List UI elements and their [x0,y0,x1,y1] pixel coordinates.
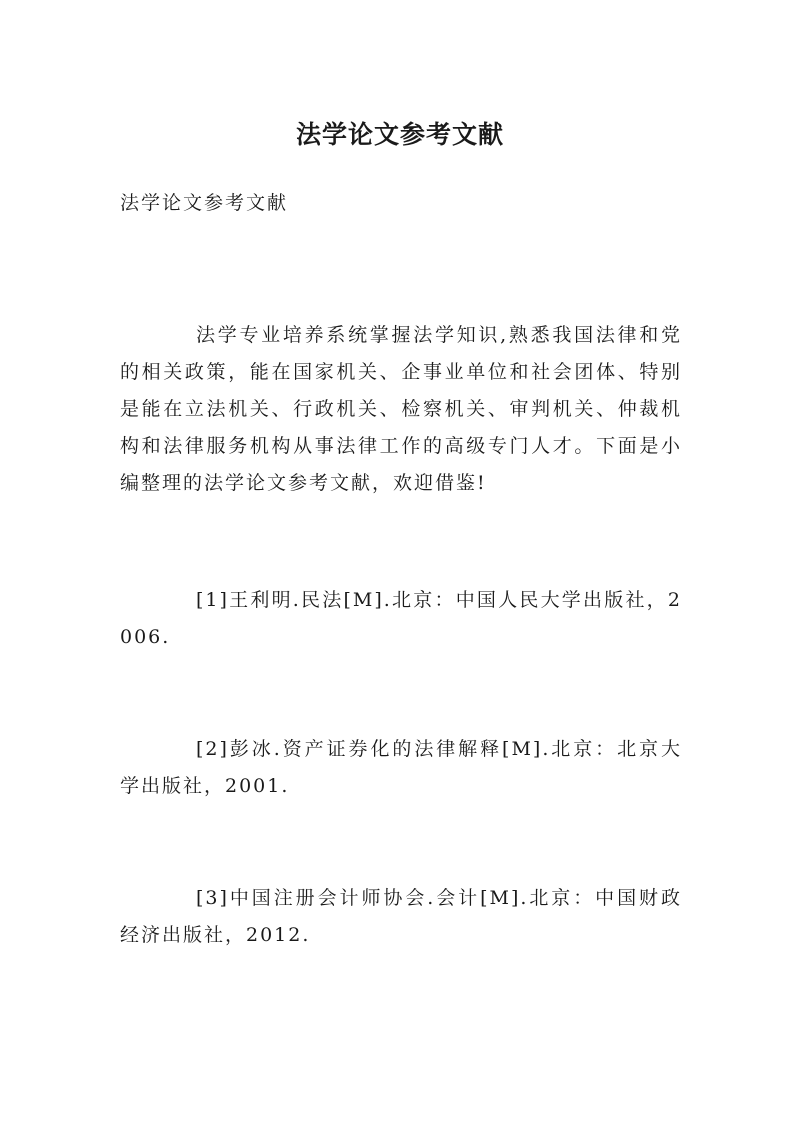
reference-item-1: [1]王利明.民法[M].北京：中国人民大学出版社，2006. [120,589,682,648]
reference-item-3: [3]中国注册会计师协会.会计[M].北京：中国财政经济出版社，2012. [120,887,682,946]
document-title: 法学论文参考文献 [295,119,504,149]
document-subtitle: 法学论文参考文献 [120,192,289,214]
intro-paragraph: 法学专业培养系统掌握法学知识,熟悉我国法律和党的相关政策，能在国家机关、企事业单位和社会团体、特别是能在立法机关、行政机关、检察机关、审判机关、仲裁机构和法律服务机构从事法律工作的高级专门人才。下面是小编整理的法学论文参考文献，欢迎借鉴! [120,324,682,494]
reference-item-2: [2]彭冰.资产证券化的法律解释[M].北京：北京大学出版社，2001. [120,738,682,797]
